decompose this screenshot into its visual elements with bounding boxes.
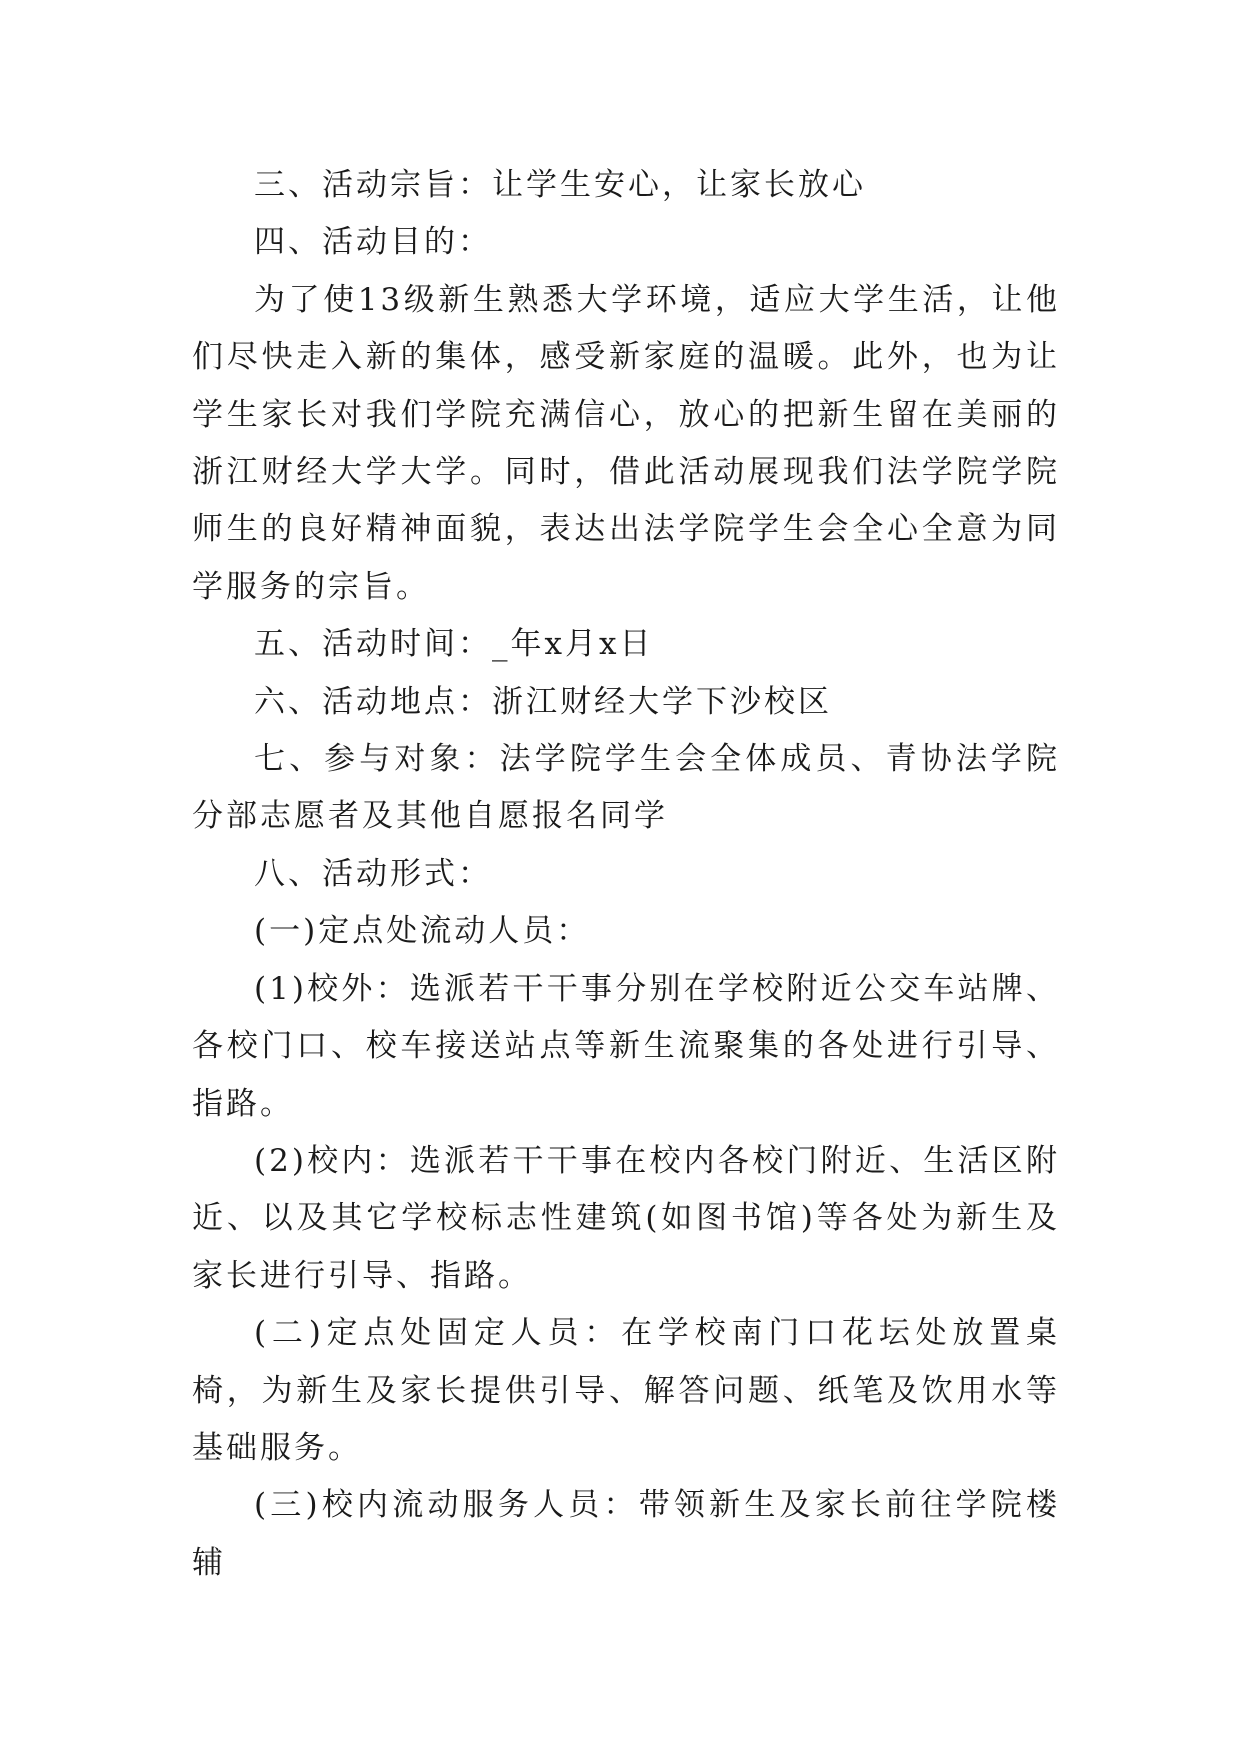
item-on-campus: (2)校内：选派若干干事在校内各校门附近、生活区附近、以及其它学校标志性建筑(如图书馆)等各处为新生及家长进行引导、指路。 [192,1142,1060,1294]
section-time: 五、活动时间：_年x月x日 [254,626,654,663]
subsection-mobile-staff: (一)定点处流动人员： [254,913,591,950]
section-format-heading: 八、活动形式： [254,855,492,892]
section-location: 六、活动地点：浙江财经大学下沙校区 [254,683,832,720]
section-goal-heading: 四、活动目的： [254,224,492,261]
item-off-campus: (1)校外：选派若干干事分别在学校附近公交车站牌、各校门口、校车接送站点等新生流聚集的各处进行引导、指路。 [192,970,1060,1122]
section-goal-text: 为了使13级新生熟悉大学环境，适应大学生活，让他们尽快走入新的集体，感受新家庭的温暖。此外，也为让学生家长对我们学院充满信心，放心的把新生留在美丽的浙江财经大学大学。同时，借此活动展现我们法学院学院师生的良好精神面貌，表达出法学院学生会全心全意为同学服务的宗旨。 [192,281,1060,605]
section-participants: 七、参与对象：法学院学生会全体成员、青协法学院分部志愿者及其他自愿报名同学 [192,741,1060,835]
subsection-fixed-staff: (二)定点处固定人员：在学校南门口花坛处放置桌椅，为新生及家长提供引导、解答问题、纸笔及饮用水等基础服务。 [192,1315,1060,1466]
subsection-campus-service: (三)校内流动服务人员：带领新生及家长前往学院楼辅 [192,1487,1060,1581]
section-purpose: 三、活动宗旨：让学生安心，让家长放心 [254,167,866,203]
document-body [192,157,1060,1592]
